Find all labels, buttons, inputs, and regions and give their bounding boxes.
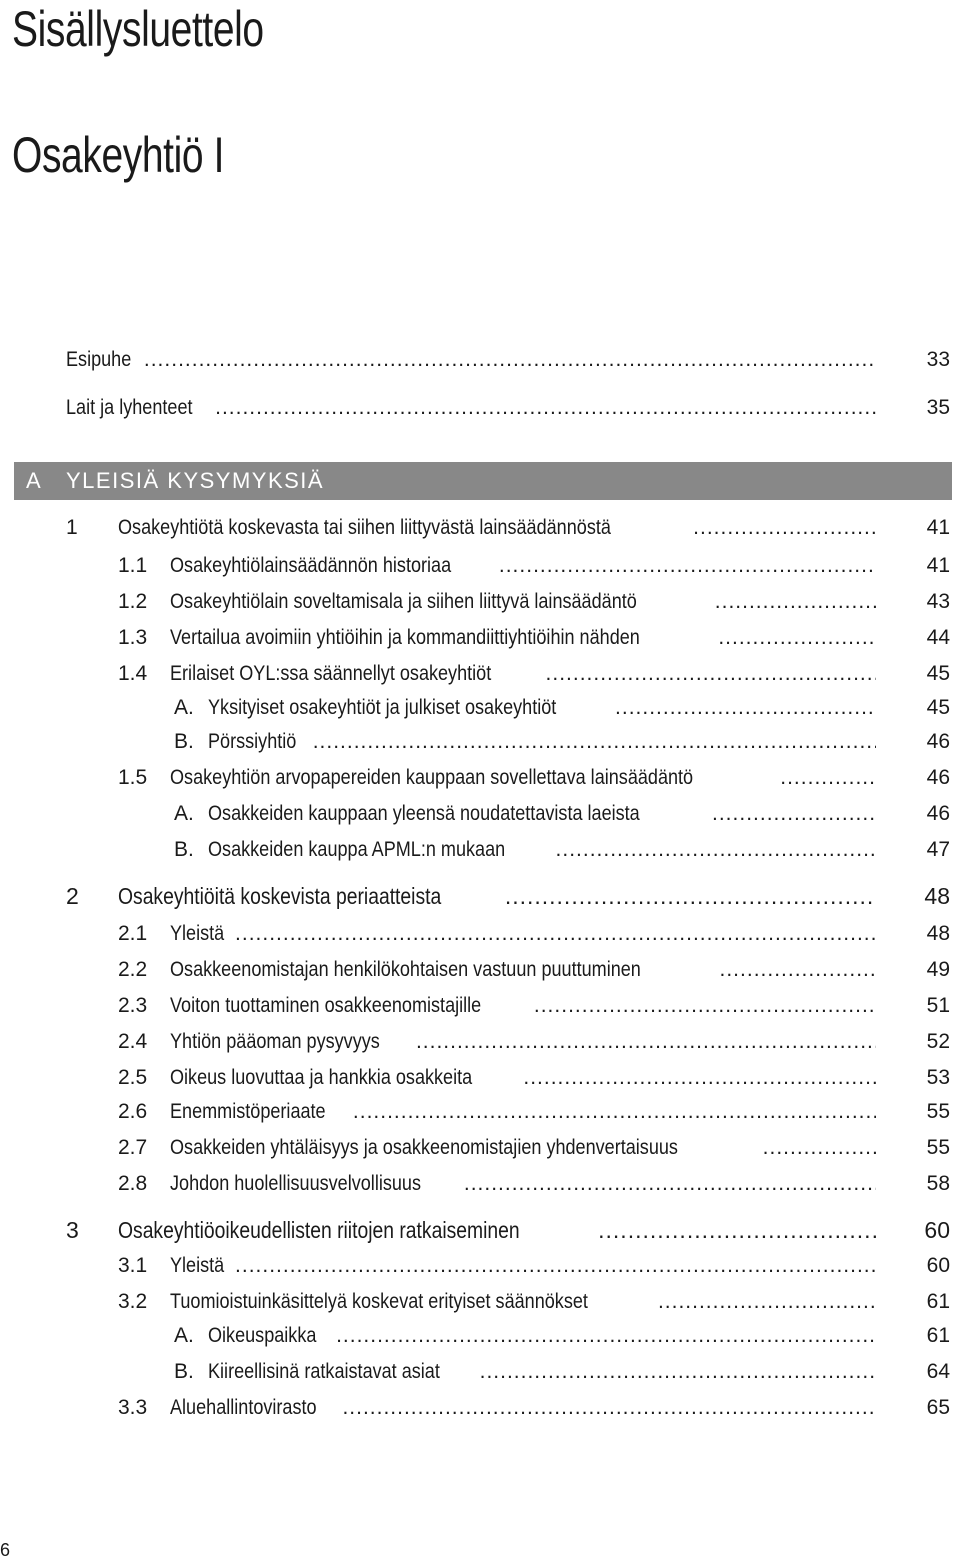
entry-page: 65 <box>926 1396 950 1419</box>
dot-leader <box>615 692 876 724</box>
entry-title: Pörssiyhtiö <box>208 730 297 753</box>
entry-page: 55 <box>926 1100 950 1123</box>
toc-entry <box>0 798 960 830</box>
toc-entry <box>0 1250 960 1282</box>
toc-entry <box>0 1168 960 1200</box>
entry-page: 45 <box>926 696 950 719</box>
toc-entry <box>0 990 960 1022</box>
dot-leader <box>658 1286 876 1318</box>
entry-title: Yhtiön pääoman pysyvyys <box>170 1030 380 1053</box>
entry-page: 46 <box>926 802 950 825</box>
entry-page: 60 <box>926 1254 950 1277</box>
entry-title: Osakeyhtiöitä koskevista periaatteista <box>118 883 442 909</box>
toc-entry-foreword <box>0 344 960 376</box>
dot-leader <box>480 1356 876 1388</box>
entry-title: Esipuhe <box>66 348 132 371</box>
entry-page: 44 <box>926 626 950 649</box>
dot-leader <box>313 726 876 758</box>
entry-page: 61 <box>926 1290 950 1313</box>
entry-page: 46 <box>926 730 950 753</box>
entry-page: 48 <box>924 883 950 909</box>
entry-title: Osakkeenomistajan henkilökohtaisen vastuun puuttuminen <box>170 958 641 981</box>
section-letter: A <box>26 468 43 493</box>
entry-page: 46 <box>926 766 950 789</box>
entry-page: 48 <box>926 922 950 945</box>
entry-number: 2.8 <box>118 1172 148 1195</box>
entry-number: B. <box>174 730 194 753</box>
entry-title: Voiton tuottaminen osakkeenomistajille <box>170 994 482 1017</box>
entry-number: 2.3 <box>118 994 148 1017</box>
entry-title: Yleistä <box>170 1254 225 1277</box>
toc-entry <box>0 1320 960 1352</box>
entry-title: Osakeyhtiön arvopapereiden kauppaan sovellettava lainsäädäntö <box>170 766 694 789</box>
entry-number: B. <box>174 1360 194 1383</box>
entry-title: Lait ja lyhenteet <box>66 396 193 419</box>
section-label: YLEISIÄ KYSYMYKSIÄ <box>66 468 325 493</box>
entry-page: 45 <box>926 662 950 685</box>
dot-leader <box>353 1096 876 1128</box>
dot-leader <box>215 392 876 424</box>
toc-entry <box>0 1286 960 1318</box>
dot-leader <box>712 798 876 830</box>
page-title: Sisällysluettelo <box>12 1 264 57</box>
dot-leader <box>546 658 876 690</box>
entry-number: 3.3 <box>118 1396 148 1419</box>
entry-number: A. <box>174 696 194 719</box>
toc-entry <box>0 1132 960 1164</box>
dot-leader <box>715 586 876 618</box>
toc-entry <box>0 918 960 950</box>
entry-title: Yksityiset osakeyhtiöt ja julkiset osakeyhtiöt <box>208 696 557 719</box>
dot-leader <box>235 1250 876 1282</box>
dot-leader <box>144 344 876 376</box>
entry-title: Tuomioistuinkäsittelyä koskevat erityiset säännökset <box>170 1290 588 1313</box>
entry-page: 55 <box>926 1136 950 1159</box>
entry-page: 64 <box>926 1360 950 1383</box>
entry-number: 2.2 <box>118 958 148 981</box>
toc-entry <box>0 1356 960 1388</box>
dot-leader <box>534 990 876 1022</box>
entry-number: 2 <box>66 883 79 909</box>
entry-title: Osakkeiden kauppaan yleensä noudatettavista laeista <box>208 802 640 825</box>
dot-leader <box>235 918 876 950</box>
entry-page: 53 <box>926 1066 950 1089</box>
entry-title: Oikeus luovuttaa ja hankkia osakkeita <box>170 1066 473 1089</box>
toc-entry <box>0 726 960 758</box>
dot-leader <box>693 512 876 544</box>
entry-page: 41 <box>926 516 950 539</box>
entry-title: Osakkeiden kauppa APML:n mukaan <box>208 838 506 861</box>
dot-leader <box>556 834 876 866</box>
toc-entry <box>0 1026 960 1058</box>
toc-entry <box>0 834 960 866</box>
toc-entry <box>0 692 960 724</box>
dot-leader <box>720 954 876 986</box>
entry-page: 35 <box>926 396 950 419</box>
page-number: 6 <box>0 1540 11 1560</box>
entry-title: Osakkeiden yhtäläisyys ja osakkeenomistajien yhdenvertaisuus <box>170 1136 678 1159</box>
book-title: Osakeyhtiö I <box>12 127 225 183</box>
entry-title: Kiireellisinä ratkaistavat asiat <box>208 1360 440 1383</box>
entry-title: Johdon huolellisuusvelvollisuus <box>170 1172 421 1195</box>
dot-leader <box>499 550 876 582</box>
entry-title: Osakeyhtiötä koskevasta tai siihen liittyvästä lainsäädännöstä <box>118 516 611 539</box>
dot-leader <box>505 880 876 912</box>
entry-number: 2.1 <box>118 922 148 945</box>
entry-page: 58 <box>926 1172 950 1195</box>
entry-page: 47 <box>926 838 950 861</box>
dot-leader <box>780 762 876 794</box>
entry-number: A. <box>174 1324 194 1347</box>
toc-entry <box>0 1214 960 1246</box>
entry-title: Erilaiset OYL:ssa säännellyt osakeyhtiöt <box>170 662 492 685</box>
dot-leader <box>464 1168 876 1200</box>
entry-page: 61 <box>926 1324 950 1347</box>
entry-number: 1.5 <box>118 766 148 789</box>
dot-leader <box>336 1320 876 1352</box>
entry-number: 3.1 <box>118 1254 148 1277</box>
toc-entry <box>0 1062 960 1094</box>
entry-title: Osakeyhtiöoikeudellisten riitojen ratkaiseminen <box>118 1217 520 1243</box>
entry-page: 49 <box>926 958 950 981</box>
entry-number: 2.7 <box>118 1136 148 1159</box>
dot-leader <box>763 1132 876 1164</box>
entry-number: 3.2 <box>118 1290 148 1313</box>
entry-number: B. <box>174 838 194 861</box>
entry-title: Osakeyhtiölainsäädännön historiaa <box>170 554 452 577</box>
toc-entry <box>0 512 960 544</box>
entry-number: A. <box>174 802 194 825</box>
entry-number: 3 <box>66 1217 79 1243</box>
entry-number: 1.4 <box>118 662 148 685</box>
entry-page: 51 <box>926 994 950 1017</box>
entry-title: Enemmistöperiaate <box>170 1100 326 1123</box>
entry-title: Aluehallintovirasto <box>170 1396 317 1419</box>
dot-leader <box>598 1214 876 1246</box>
entry-page: 43 <box>926 590 950 613</box>
toc-entry <box>0 954 960 986</box>
dot-leader <box>718 622 876 654</box>
entry-number: 1.1 <box>118 554 148 577</box>
toc-entry <box>0 586 960 618</box>
toc-entry <box>0 762 960 794</box>
entry-page: 33 <box>926 348 950 371</box>
dot-leader <box>416 1026 876 1058</box>
entry-number: 2.5 <box>118 1066 148 1089</box>
entry-number: 1.2 <box>118 590 148 613</box>
toc-entry <box>0 1392 960 1424</box>
entry-number: 2.4 <box>118 1030 148 1053</box>
toc-entry <box>0 658 960 690</box>
toc-entry <box>0 622 960 654</box>
entry-title: Vertailua avoimiin yhtiöihin ja kommandiittiyhtiöihin nähden <box>170 626 640 649</box>
entry-number: 1 <box>66 516 78 539</box>
toc-entry <box>0 1096 960 1128</box>
entry-title: Yleistä <box>170 922 225 945</box>
dot-leader <box>523 1062 876 1094</box>
entry-number: 1.3 <box>118 626 148 649</box>
toc-entry <box>0 550 960 582</box>
entry-page: 60 <box>924 1217 950 1243</box>
entry-page: 41 <box>926 554 950 577</box>
toc-entry <box>0 880 960 912</box>
section-header-a <box>14 462 952 500</box>
toc-entry-laws <box>0 392 960 424</box>
entry-title: Osakeyhtiölain soveltamisala ja siihen liittyvä lainsäädäntö <box>170 590 637 613</box>
entry-title: Oikeuspaikka <box>208 1324 317 1347</box>
entry-number: 2.6 <box>118 1100 148 1123</box>
dot-leader <box>342 1392 876 1424</box>
entry-page: 52 <box>926 1030 950 1053</box>
